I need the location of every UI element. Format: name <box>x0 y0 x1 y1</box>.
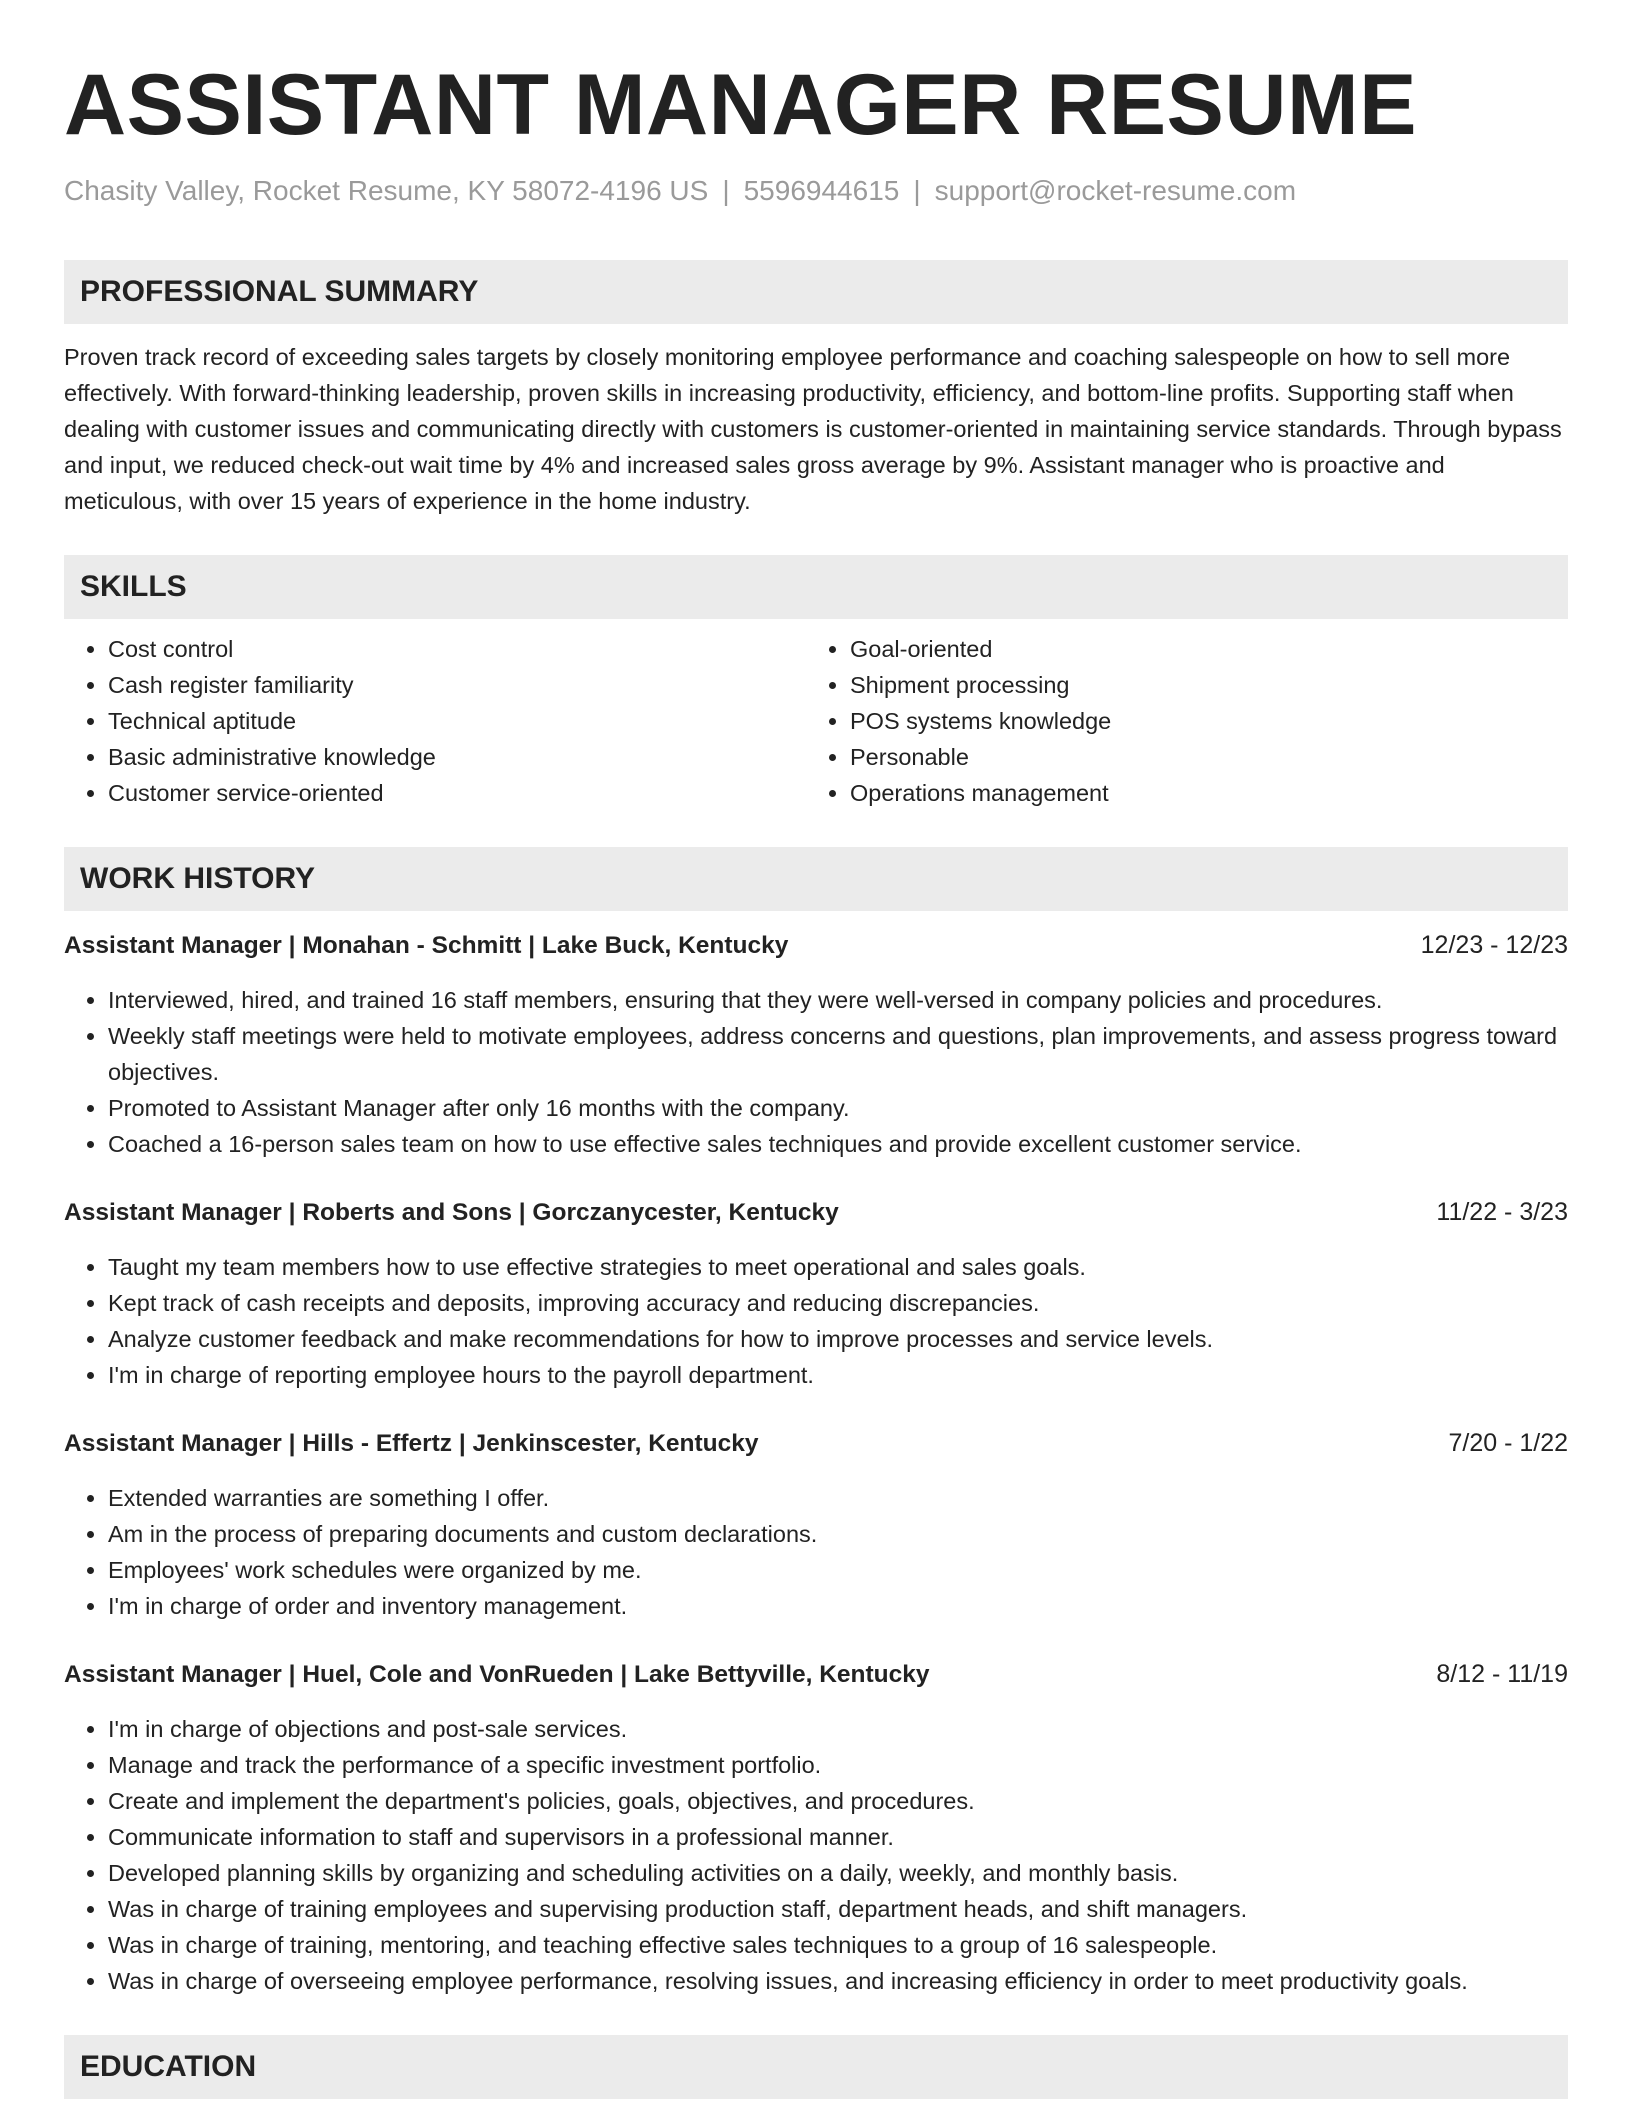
section-header-education: EDUCATION <box>64 2035 1568 2099</box>
job-bullet: • I'm in charge of objections and post-sale services. <box>108 1711 1568 1747</box>
job-dates: 8/12 - 11/19 <box>1436 1659 1568 1688</box>
job-bullet: • Was in charge of overseeing employee performance, resolving issues, and increasing efficiency in order to meet productivity goals. <box>108 1963 1568 1999</box>
section-header-skills: SKILLS <box>64 555 1568 619</box>
job-bullet: • I'm in charge of order and inventory management. <box>108 1588 1568 1624</box>
skills-column-right <box>806 631 1548 811</box>
job-bullet: • Coached a 16-person sales team on how to use effective sales techniques and provide excellent customer service. <box>108 1126 1568 1162</box>
job-bullet: • Extended warranties are something I offer. <box>108 1480 1568 1516</box>
job-header <box>64 1656 1568 1693</box>
skill-item: • Technical aptitude <box>108 703 806 739</box>
job-title: Assistant Manager | Roberts and Sons | Gorczanycester, Kentucky <box>64 1198 839 1226</box>
job-bullet: • Kept track of cash receipts and deposits, improving accuracy and reducing discrepancies. <box>108 1285 1568 1321</box>
skill-item: • Customer service-oriented <box>108 775 806 811</box>
section-header-work-history: WORK HISTORY <box>64 847 1568 911</box>
job-bullet: • Was in charge of training, mentoring, and teaching effective sales techniques to a group of 16 salespeople. <box>108 1927 1568 1963</box>
job-entry <box>64 1194 1568 1393</box>
job-bullet: • Manage and track the performance of a specific investment portfolio. <box>108 1747 1568 1783</box>
skill-item: • Cost control <box>108 631 806 667</box>
job-bullet: • Am in the process of preparing documents and custom declarations. <box>108 1516 1568 1552</box>
job-bullets <box>64 982 1568 1162</box>
job-bullet: • Developed planning skills by organizing and scheduling activities on a daily, weekly, and monthly basis. <box>108 1855 1568 1891</box>
job-header <box>64 1194 1568 1231</box>
job-bullet: • Employees' work schedules were organized by me. <box>108 1552 1568 1588</box>
summary-text: Proven track record of exceeding sales targets by closely monitoring employee performance and coaching salespeople on how to sell more effectively. With forward-thinking leadership, proven skills in increasing productivity, efficiency, and bottom-line profits. Supporting staff when dealing with customer issues and communicating directly with customers is customer-oriented in maintaining service standards. Through bypass and input, we reduced check-out wait time by 4% and increased sales gross average by 9%. Assistant manager who is proactive and meticulous, with over 15 years of experience in the home industry. <box>64 343 1562 514</box>
job-entry <box>64 927 1568 1162</box>
skill-item: • Operations management <box>850 775 1548 811</box>
job-header <box>64 1425 1568 1462</box>
job-bullet: • Interviewed, hired, and trained 16 staff members, ensuring that they were well-versed in company policies and procedures. <box>108 982 1568 1018</box>
job-title: Assistant Manager | Huel, Cole and VonRueden | Lake Bettyville, Kentucky <box>64 1660 930 1688</box>
skill-item: • Cash register familiarity <box>108 667 806 703</box>
job-bullet: • Promoted to Assistant Manager after only 16 months with the company. <box>108 1090 1568 1126</box>
job-title: Assistant Manager | Hills - Effertz | Jenkinscester, Kentucky <box>64 1429 759 1457</box>
job-bullet: • Was in charge of training employees and supervising production staff, department heads, and shift managers. <box>108 1891 1568 1927</box>
job-dates: 12/23 - 12/23 <box>1420 930 1568 959</box>
section-header-summary: PROFESSIONAL SUMMARY <box>64 260 1568 324</box>
job-bullets <box>64 1249 1568 1393</box>
job-dates: 7/20 - 1/22 <box>1448 1428 1568 1457</box>
job-title: Assistant Manager | Monahan - Schmitt | Lake Buck, Kentucky <box>64 931 789 959</box>
job-bullet: • Communicate information to staff and supervisors in a professional manner. <box>108 1819 1568 1855</box>
job-bullet: • Taught my team members how to use effective strategies to meet operational and sales goals. <box>108 1249 1568 1285</box>
job-header <box>64 927 1568 964</box>
job-bullet: • Weekly staff meetings were held to motivate employees, address concerns and questions, plan improvements, and assess progress toward objectives. <box>108 1018 1568 1090</box>
skills-list <box>64 631 1568 811</box>
contact-address: Chasity Valley, Rocket Resume, KY 58072-4196 US <box>64 175 709 206</box>
skill-item: • POS systems knowledge <box>850 703 1548 739</box>
skills-column-left <box>64 631 806 811</box>
job-bullet: • Create and implement the department's policies, goals, objectives, and procedures. <box>108 1783 1568 1819</box>
skill-item: • Basic administrative knowledge <box>108 739 806 775</box>
contact-separator: | <box>722 175 730 206</box>
job-entry <box>64 1656 1568 1999</box>
job-bullets <box>64 1480 1568 1624</box>
job-entry <box>64 1425 1568 1624</box>
job-bullets <box>64 1711 1568 1999</box>
contact-separator: | <box>913 175 921 206</box>
contact-phone: 5596944615 <box>743 175 900 206</box>
job-bullet: • I'm in charge of reporting employee hours to the payroll department. <box>108 1357 1568 1393</box>
job-dates: 11/22 - 3/23 <box>1436 1197 1568 1226</box>
contact-line <box>64 174 1568 208</box>
skill-item: • Goal-oriented <box>850 631 1548 667</box>
job-bullet: • Analyze customer feedback and make recommendations for how to improve processes and service levels. <box>108 1321 1568 1357</box>
skill-item: • Personable <box>850 739 1548 775</box>
contact-email: support@rocket-resume.com <box>934 175 1297 206</box>
skill-item: • Shipment processing <box>850 667 1548 703</box>
resume-title: ASSISTANT MANAGER RESUME <box>64 57 1418 153</box>
